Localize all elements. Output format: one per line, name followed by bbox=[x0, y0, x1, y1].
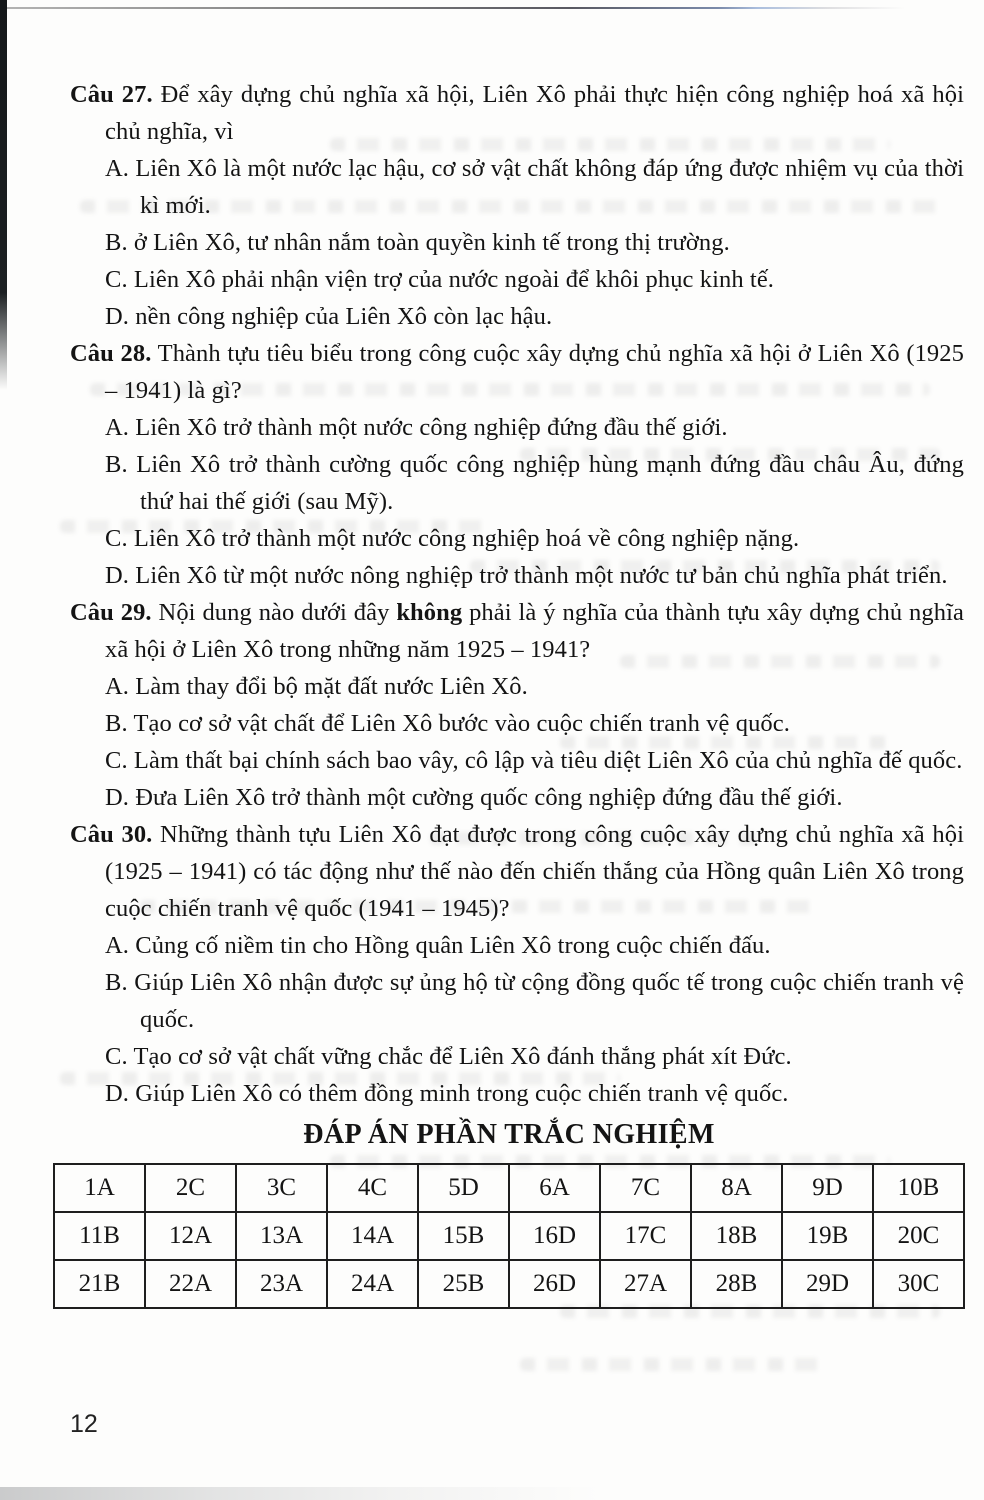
answer-cell: 20C bbox=[873, 1212, 964, 1260]
option-letter: D. bbox=[105, 784, 130, 811]
option-b bbox=[105, 224, 964, 261]
option-d bbox=[105, 298, 964, 335]
answer-cell: 21B bbox=[54, 1260, 145, 1308]
answer-cell: 29D bbox=[782, 1260, 873, 1308]
option-text: Đưa Liên Xô trở thành một cường quốc công nghiệp đứng đầu thế giới. bbox=[135, 784, 843, 811]
page-number: 12 bbox=[70, 1410, 98, 1438]
answer-cell: 18B bbox=[691, 1212, 782, 1260]
option-text: ở Liên Xô, tư nhân nắm toàn quyền kinh tế trong thị trường. bbox=[133, 229, 730, 256]
option-text: Tạo cơ sở vật chất để Liên Xô bước vào cuộc chiến tranh vệ quốc. bbox=[133, 710, 790, 737]
question-29 bbox=[70, 594, 964, 816]
option-text: Giúp Liên Xô có thêm đồng minh trong cuộc chiến tranh vệ quốc. bbox=[135, 1080, 789, 1107]
option-text: Liên Xô từ một nước nông nghiệp trở thành một nước tư bản chủ nghĩa phát triển. bbox=[135, 562, 948, 589]
answer-cell: 28B bbox=[691, 1260, 782, 1308]
question-27 bbox=[70, 76, 964, 335]
answer-cell: 7C bbox=[600, 1164, 691, 1212]
answer-cell: 6A bbox=[509, 1164, 600, 1212]
option-letter: B. bbox=[105, 969, 128, 996]
answer-key-title: ĐÁP ÁN PHẦN TRẮC NGHIỆM bbox=[303, 1119, 715, 1150]
option-letter: C. bbox=[105, 747, 128, 774]
answer-cell: 3C bbox=[236, 1164, 327, 1212]
stem-text: Nội dung nào dưới đây bbox=[158, 599, 397, 626]
option-letter: B. bbox=[105, 710, 128, 737]
option-a bbox=[105, 150, 964, 224]
answer-cell: 22A bbox=[145, 1260, 236, 1308]
answer-cell: 24A bbox=[327, 1260, 418, 1308]
option-text: Liên Xô trở thành một nước công nghiệp đứng đầu thế giới. bbox=[135, 414, 728, 441]
option-letter: C. bbox=[105, 1043, 128, 1070]
option-letter: A. bbox=[105, 414, 130, 441]
option-c bbox=[105, 520, 964, 557]
option-text: Làm thất bại chính sách bao vây, cô lập và tiêu diệt Liên Xô của chủ nghĩa đế quốc. bbox=[133, 747, 963, 774]
answer-cell: 25B bbox=[418, 1260, 509, 1308]
answer-cell: 26D bbox=[509, 1260, 600, 1308]
answer-cell: 23A bbox=[236, 1260, 327, 1308]
answer-cell: 1A bbox=[54, 1164, 145, 1212]
option-letter: C. bbox=[105, 266, 128, 293]
scan-edge-top-artifact bbox=[0, 7, 984, 9]
stem-text: Để xây dựng chủ nghĩa xã hội, Liên Xô phải thực hiện công nghiệp hoá xã hội chủ nghĩa, vì bbox=[105, 81, 964, 145]
question-30 bbox=[70, 816, 964, 1112]
option-letter: B. bbox=[105, 229, 128, 256]
option-text: Liên Xô là một nước lạc hậu, cơ sở vật chất không đáp ứng được nhiệm vụ của thời kì mới. bbox=[135, 155, 964, 219]
question-number: Câu 29. bbox=[70, 599, 152, 626]
answer-cell: 12A bbox=[145, 1212, 236, 1260]
option-letter: D. bbox=[105, 562, 130, 589]
answer-cell: 8A bbox=[691, 1164, 782, 1212]
option-c bbox=[105, 1038, 964, 1075]
question-number: Câu 30. bbox=[70, 821, 153, 848]
stem-text-bold: không bbox=[396, 599, 463, 626]
answer-key-table bbox=[53, 1163, 965, 1309]
option-d bbox=[105, 557, 964, 594]
question-stem bbox=[70, 335, 964, 409]
question-list bbox=[70, 76, 964, 1309]
answer-cell: 13A bbox=[236, 1212, 327, 1260]
option-text: Giúp Liên Xô nhận được sự ủng hộ từ cộng đồng quốc tế trong cuộc chiến tranh vệ quốc. bbox=[134, 969, 964, 1033]
option-text: Làm thay đổi bộ mặt đất nước Liên Xô. bbox=[135, 673, 528, 700]
answer-cell: 27A bbox=[600, 1260, 691, 1308]
answer-cell: 14A bbox=[327, 1212, 418, 1260]
answer-cell: 15B bbox=[418, 1212, 509, 1260]
option-a bbox=[105, 927, 964, 964]
question-stem bbox=[70, 816, 964, 927]
question-28 bbox=[70, 335, 964, 594]
answer-cell: 4C bbox=[327, 1164, 418, 1212]
option-text: Liên Xô phải nhận viện trợ của nước ngoài để khôi phục kinh tế. bbox=[133, 266, 775, 293]
question-number: Câu 28. bbox=[70, 340, 152, 367]
option-a bbox=[105, 668, 964, 705]
option-letter: B. bbox=[105, 451, 128, 478]
stem-text: Những thành tựu Liên Xô đạt được trong công cuộc xây dựng chủ nghĩa xã hội (1925 – 1941) có tác động như thế nào đến chiến thắng của Hồng quân Liên Xô trong cuộc chiến tranh vệ quốc (1941 – 1945)? bbox=[105, 821, 964, 922]
answer-key-section bbox=[70, 1119, 964, 1309]
question-stem bbox=[70, 594, 964, 668]
option-a bbox=[105, 409, 964, 446]
option-text: Liên Xô trở thành một nước công nghiệp hoá về công nghiệp nặng. bbox=[133, 525, 800, 552]
stem-text: Thành tựu tiêu biểu trong công cuộc xây dựng chủ nghĩa xã hội ở Liên Xô (1925 – 1941) là gì? bbox=[105, 340, 964, 404]
table-row bbox=[54, 1164, 964, 1212]
stem-text: phải là ý nghĩa của thành tựu xây dựng chủ nghĩa xã hội ở Liên Xô trong những năm 1925 – 1941? bbox=[105, 599, 964, 663]
answer-cell: 30C bbox=[873, 1260, 964, 1308]
option-b bbox=[105, 964, 964, 1038]
answer-cell: 11B bbox=[54, 1212, 145, 1260]
option-letter: C. bbox=[105, 525, 128, 552]
answer-cell: 17C bbox=[600, 1212, 691, 1260]
option-c bbox=[105, 261, 964, 298]
scan-edge-left-artifact bbox=[0, 0, 7, 390]
question-stem bbox=[70, 76, 964, 150]
answer-cell: 10B bbox=[873, 1164, 964, 1212]
answer-cell: 2C bbox=[145, 1164, 236, 1212]
option-text: Củng cố niềm tin cho Hồng quân Liên Xô trong cuộc chiến đấu. bbox=[135, 932, 771, 959]
option-text: Liên Xô trở thành cường quốc công nghiệp hùng mạnh đứng đầu châu Âu, đứng thứ hai thế giới (sau Mỹ). bbox=[136, 451, 964, 515]
option-text: nền công nghiệp của Liên Xô còn lạc hậu. bbox=[135, 303, 553, 330]
answer-cell: 19B bbox=[782, 1212, 873, 1260]
option-d bbox=[105, 1075, 964, 1112]
option-letter: A. bbox=[105, 155, 130, 182]
option-letter: D. bbox=[105, 1080, 130, 1107]
option-letter: A. bbox=[105, 673, 130, 700]
table-row bbox=[54, 1212, 964, 1260]
option-text: Tạo cơ sở vật chất vững chắc để Liên Xô đánh thắng phát xít Đức. bbox=[133, 1043, 792, 1070]
option-letter: A. bbox=[105, 932, 130, 959]
table-row bbox=[54, 1260, 964, 1308]
answer-cell: 5D bbox=[418, 1164, 509, 1212]
scan-edge-bottom-artifact bbox=[0, 1487, 600, 1500]
option-b bbox=[105, 446, 964, 520]
option-d bbox=[105, 779, 964, 816]
question-number: Câu 27. bbox=[70, 81, 153, 108]
option-letter: D. bbox=[105, 303, 130, 330]
answer-cell: 9D bbox=[782, 1164, 873, 1212]
option-b bbox=[105, 705, 964, 742]
answer-cell: 16D bbox=[509, 1212, 600, 1260]
option-c bbox=[105, 742, 964, 779]
